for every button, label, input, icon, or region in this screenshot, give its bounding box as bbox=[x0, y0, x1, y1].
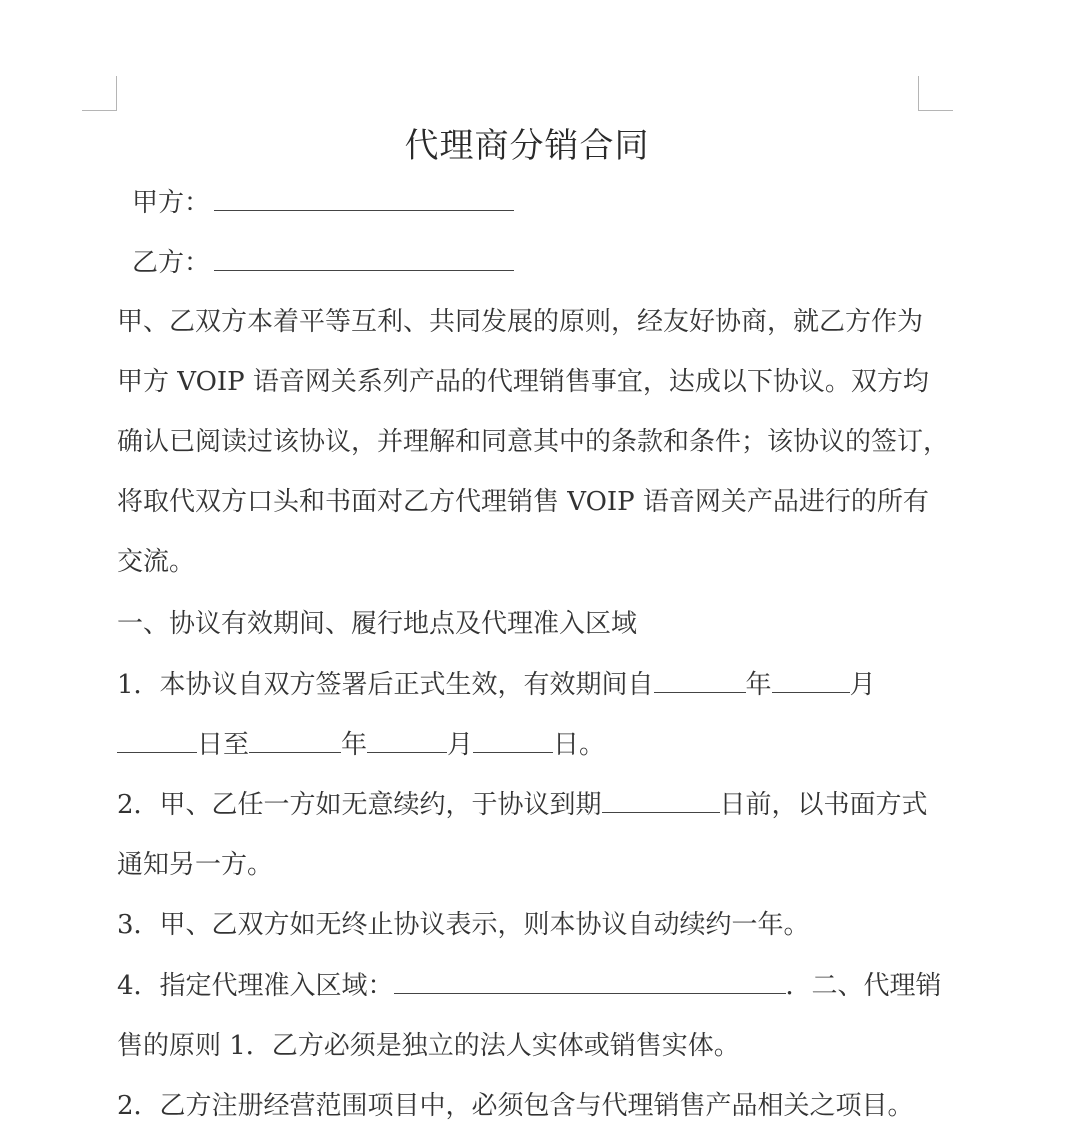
start-year-label: 年 bbox=[745, 670, 772, 700]
start-month-blank bbox=[772, 666, 850, 693]
section-1-heading: 一、协议有效期间、履行地点及代理准入区域 bbox=[117, 609, 638, 639]
intro-line: 交流。 bbox=[117, 547, 196, 577]
party-b-blank bbox=[214, 242, 514, 271]
end-day-blank bbox=[473, 726, 553, 753]
intro-line: 将取代双方口头和书面对乙方代理销售 VOIP 语音网关产品进行的所有 bbox=[117, 487, 929, 517]
page-corner-mark-top-left bbox=[82, 76, 117, 111]
end-year-blank bbox=[249, 726, 341, 753]
clause-4-text-2: ．二、代理销 bbox=[785, 971, 942, 1001]
intro-line: 甲方 VOIP 语音网关系列产品的代理销售事宜，达成以下协议。双方均 bbox=[117, 367, 929, 397]
territory-blank bbox=[394, 967, 786, 994]
start-day-blank bbox=[117, 726, 197, 753]
clause-2-line-2: 通知另一方。 bbox=[117, 850, 274, 880]
start-day-label: 日至 bbox=[197, 730, 250, 760]
party-b-label: 乙方： bbox=[132, 248, 211, 278]
notice-days-blank bbox=[602, 786, 720, 813]
intro-line: 确认已阅读过该协议，并理解和同意其中的条款和条件；该协议的签订， bbox=[117, 427, 950, 457]
clause-1-line-2 bbox=[117, 725, 605, 765]
clause-5: 2．乙方注册经营范围项目中，必须包含与代理销售产品相关之项目。 bbox=[117, 1091, 914, 1121]
start-year-blank bbox=[654, 666, 746, 693]
party-a-label: 甲方： bbox=[132, 188, 211, 218]
party-b-line bbox=[132, 242, 514, 282]
clause-1-line-1 bbox=[117, 665, 876, 705]
page-corner-mark-top-right bbox=[918, 76, 953, 111]
end-month-label: 月 bbox=[447, 730, 474, 760]
clause-2-text-2: 日前，以书面方式 bbox=[719, 790, 928, 820]
clause-2-line-1 bbox=[117, 785, 928, 825]
start-month-label: 月 bbox=[849, 670, 876, 700]
end-month-blank bbox=[367, 726, 447, 753]
document-title: 代理商分销合同 bbox=[404, 126, 650, 166]
clause-4-text: 4．指定代理准入区域： bbox=[117, 971, 394, 1001]
clause-4-line-1 bbox=[117, 966, 942, 1006]
intro-line: 甲、乙双方本着平等互利、共同发展的原则，经友好协商，就乙方作为 bbox=[117, 307, 924, 337]
party-a-blank bbox=[214, 182, 514, 211]
clause-4-line-2: 售的原则 1．乙方必须是独立的法人实体或销售实体。 bbox=[117, 1031, 740, 1061]
party-a-line bbox=[132, 182, 514, 222]
clause-1-text: 1．本协议自双方签署后正式生效，有效期间自 bbox=[117, 670, 654, 700]
clause-2-text: 2．甲、乙任一方如无意续约，于协议到期 bbox=[117, 790, 602, 820]
end-year-label: 年 bbox=[341, 730, 368, 760]
end-day-label: 日。 bbox=[553, 730, 606, 760]
clause-3: 3．甲、乙双方如无终止协议表示，则本协议自动续约一年。 bbox=[117, 910, 810, 940]
